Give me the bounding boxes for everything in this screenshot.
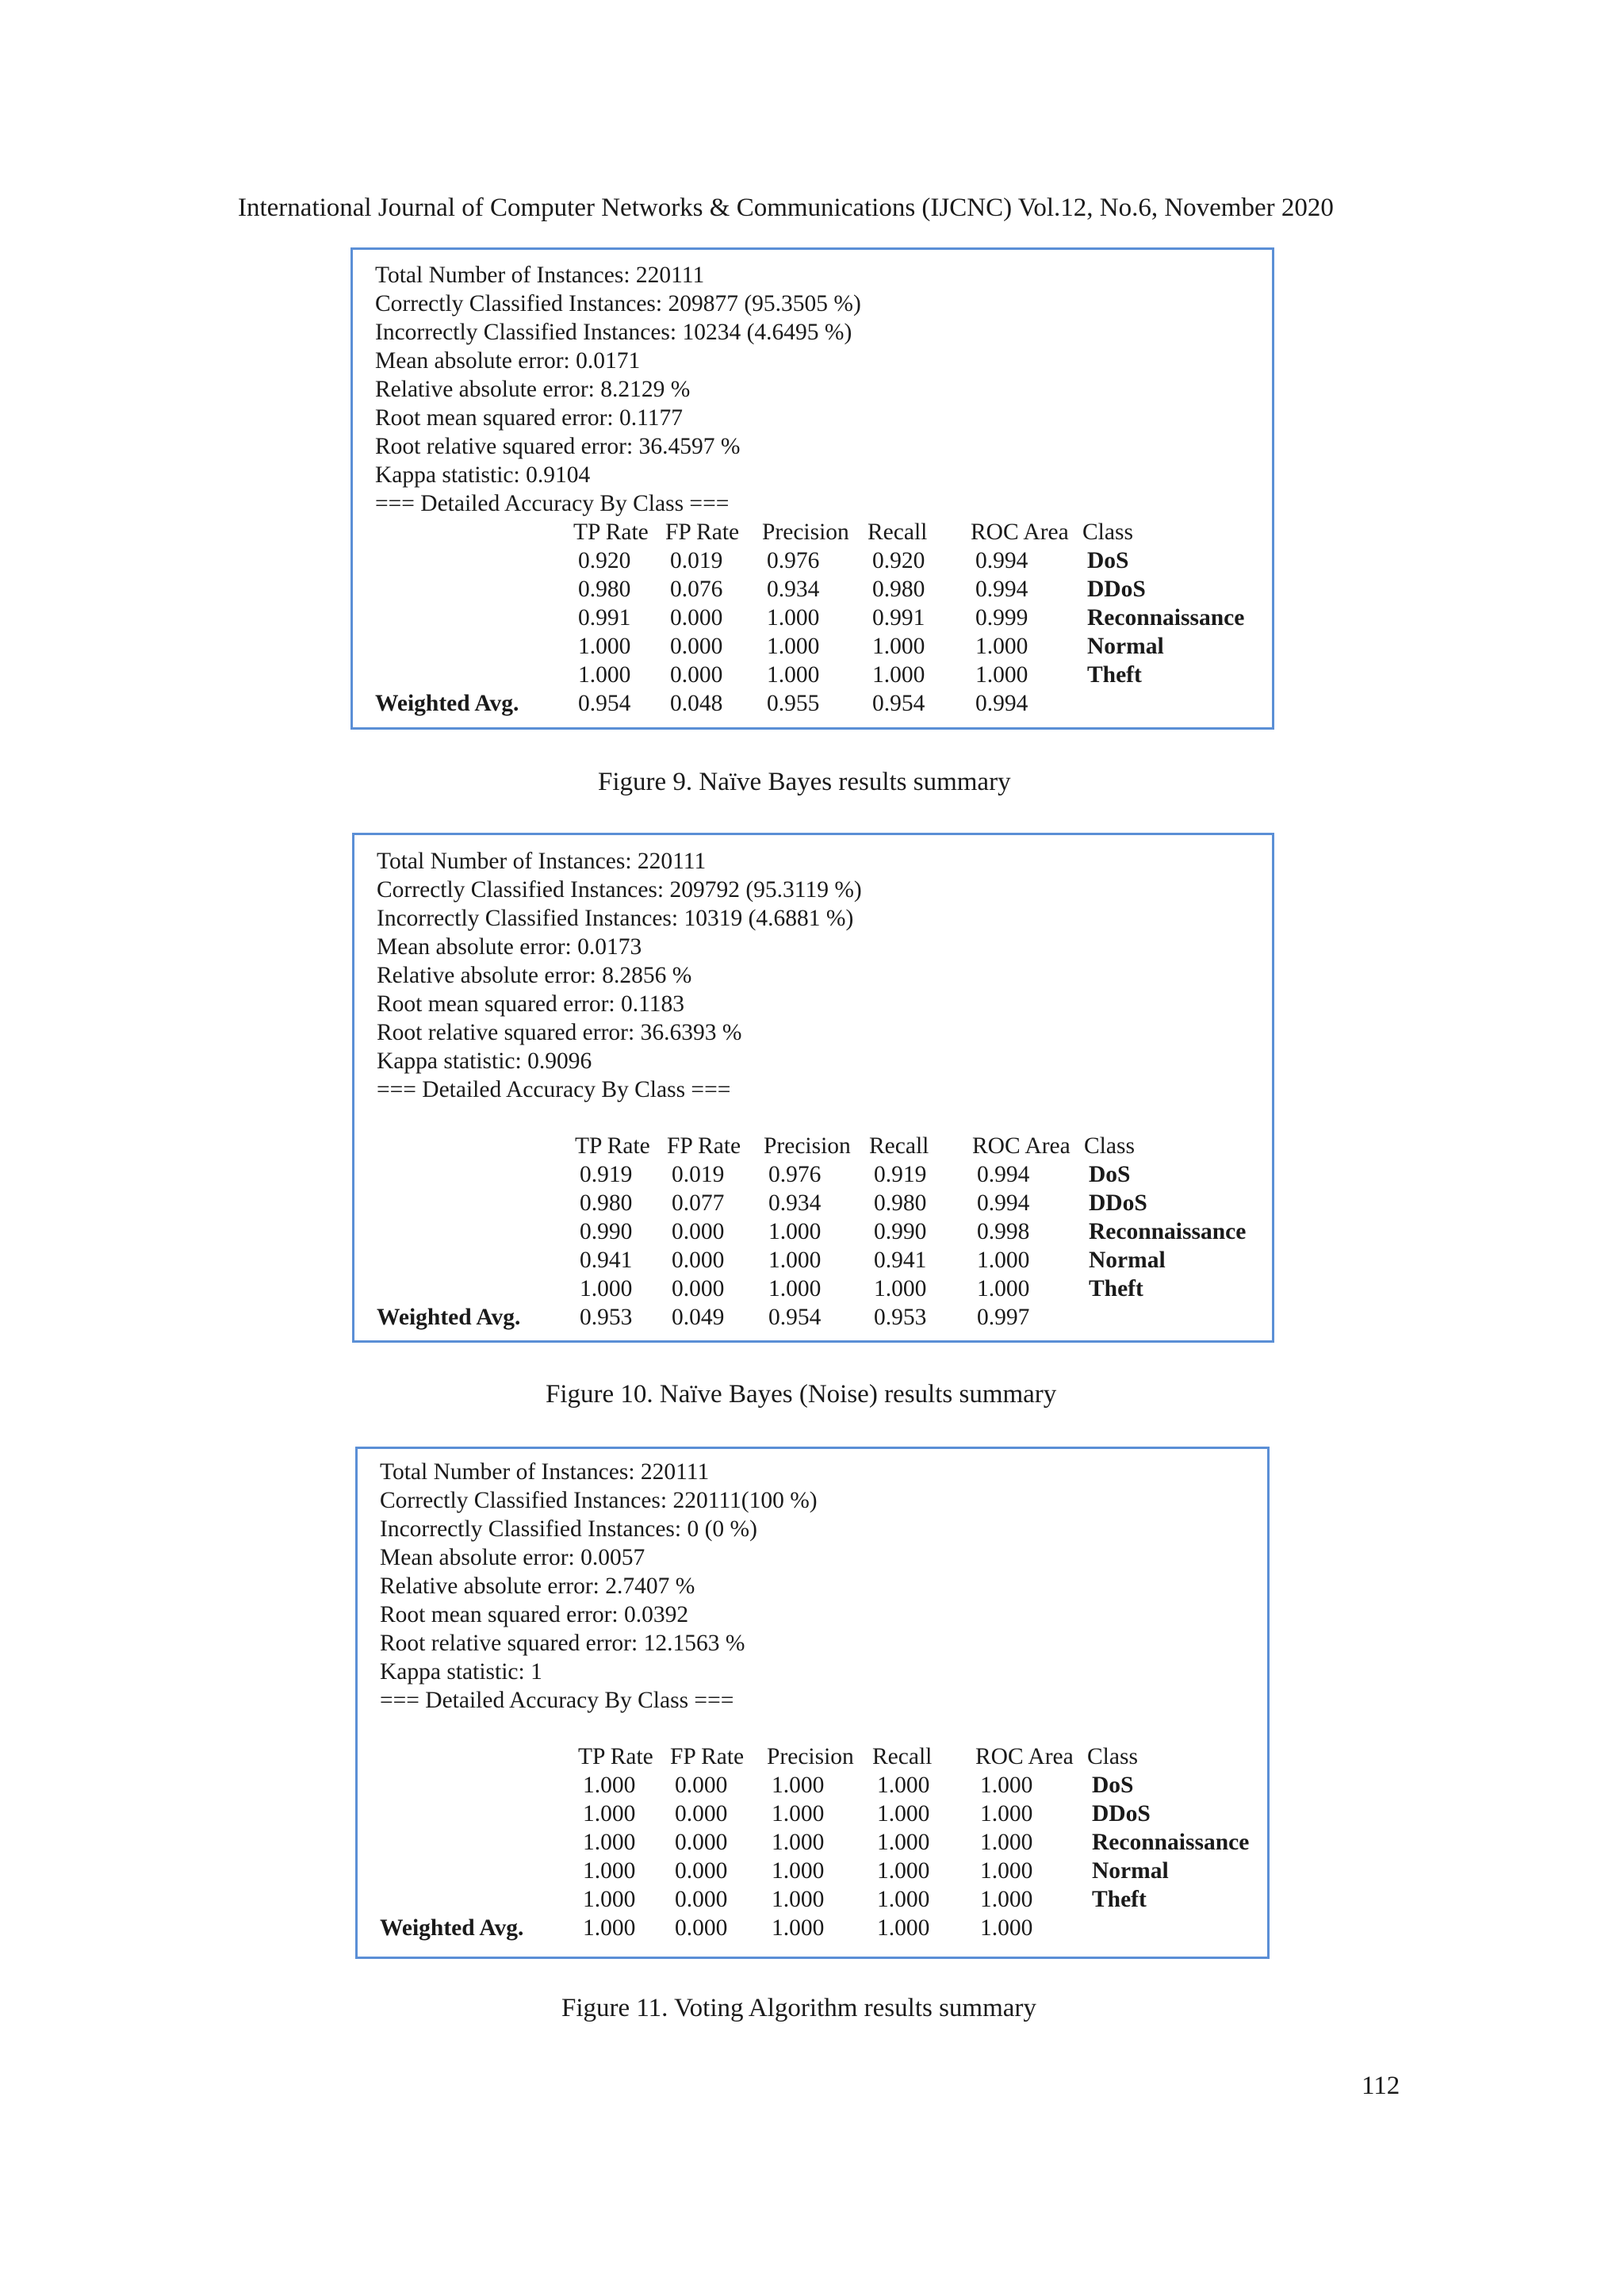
metric-value: 0.994 [975, 577, 1028, 602]
class-label: Theft [1089, 1276, 1143, 1301]
column-header: Class [1084, 1133, 1135, 1159]
stat-line: Relative absolute error: 2.7407 % [380, 1573, 695, 1599]
stat-line: Root mean squared error: 0.0392 [380, 1602, 689, 1627]
metric-value: 1.000 [772, 1773, 825, 1798]
metric-value: 1.000 [877, 1858, 930, 1884]
metric-value: 1.000 [580, 1276, 633, 1301]
metric-value: 0.954 [578, 691, 631, 716]
stat-line: Kappa statistic: 0.9104 [375, 462, 591, 488]
metric-value: 1.000 [583, 1858, 636, 1884]
metric-value: 1.000 [872, 662, 925, 688]
metric-value: 0.934 [767, 577, 820, 602]
stat-line: Relative absolute error: 8.2129 % [375, 377, 691, 402]
column-header: Precision [764, 1133, 851, 1159]
results-panel-figure-10 [352, 833, 1274, 1343]
results-panel-figure-11 [355, 1447, 1270, 1959]
metric-value: 0.000 [670, 662, 723, 688]
section-heading: === Detailed Accuracy By Class === [380, 1688, 734, 1713]
stat-line: Total Number of Instances: 220111 [375, 263, 705, 288]
metric-value: 0.990 [874, 1219, 927, 1244]
metric-value: 1.000 [578, 662, 631, 688]
class-label: Theft [1092, 1887, 1147, 1912]
column-header: FP Rate [667, 1133, 741, 1159]
metric-value: 1.000 [768, 1248, 822, 1273]
metric-value: 1.000 [872, 634, 925, 659]
metric-value: 0.920 [578, 548, 631, 573]
metric-value: 1.000 [767, 605, 820, 631]
column-header: TP Rate [573, 519, 649, 545]
metric-value: 0.980 [580, 1190, 633, 1216]
metric-value: 1.000 [980, 1830, 1033, 1855]
column-header: TP Rate [575, 1133, 650, 1159]
metric-value: 0.976 [768, 1162, 822, 1187]
metric-value: 0.000 [675, 1830, 728, 1855]
column-header: Recall [868, 519, 928, 545]
weighted-avg-label: Weighted Avg. [377, 1305, 521, 1330]
column-header: Recall [872, 1744, 933, 1769]
metric-value: 0.954 [768, 1305, 822, 1330]
metric-value: 1.000 [578, 634, 631, 659]
stat-line: Incorrectly Classified Instances: 10319 (4.6881 %) [377, 906, 854, 931]
metric-value: 0.000 [675, 1801, 728, 1826]
metric-value: 0.000 [675, 1858, 728, 1884]
stat-line: Total Number of Instances: 220111 [380, 1459, 710, 1485]
class-label: Reconnaissance [1092, 1830, 1250, 1855]
metric-value: 0.019 [670, 548, 723, 573]
metric-value: 1.000 [583, 1830, 636, 1855]
column-header: ROC Area [971, 519, 1069, 545]
figure-caption: Figure 9. Naïve Bayes results summary [598, 768, 1011, 796]
metric-value: 0.994 [977, 1162, 1030, 1187]
stat-line: Relative absolute error: 8.2856 % [377, 963, 692, 988]
metric-value: 0.954 [872, 691, 925, 716]
metric-value: 1.000 [772, 1887, 825, 1912]
metric-value: 0.934 [768, 1190, 822, 1216]
stat-line: Mean absolute error: 0.0057 [380, 1545, 645, 1570]
metric-value: 0.991 [872, 605, 925, 631]
metric-value: 0.000 [675, 1915, 728, 1941]
column-header: Precision [762, 519, 849, 545]
class-label: Normal [1087, 634, 1164, 659]
class-label: DDoS [1089, 1190, 1147, 1216]
metric-value: 1.000 [583, 1773, 636, 1798]
stat-line: Root relative squared error: 36.6393 % [377, 1020, 742, 1045]
class-label: Reconnaissance [1087, 605, 1245, 631]
stat-line: Correctly Classified Instances: 209792 (95.3119 %) [377, 877, 862, 903]
metric-value: 0.998 [977, 1219, 1030, 1244]
metric-value: 0.049 [672, 1305, 725, 1330]
stat-line: Root relative squared error: 36.4597 % [375, 434, 741, 459]
metric-value: 0.953 [874, 1305, 927, 1330]
metric-value: 1.000 [583, 1915, 636, 1941]
metric-value: 1.000 [772, 1830, 825, 1855]
metric-value: 0.990 [580, 1219, 633, 1244]
journal-header: International Journal of Computer Networks & Communications (IJCNC) Vol.12, No.6, November 2020 [238, 194, 1334, 222]
class-label: DoS [1087, 548, 1129, 573]
metric-value: 1.000 [877, 1801, 930, 1826]
metric-value: 0.077 [672, 1190, 725, 1216]
column-header: Class [1087, 1744, 1138, 1769]
class-label: DDoS [1092, 1801, 1151, 1826]
weighted-avg-label: Weighted Avg. [375, 691, 519, 716]
metric-value: 0.000 [672, 1248, 725, 1273]
class-label: Reconnaissance [1089, 1219, 1247, 1244]
metric-value: 0.000 [670, 634, 723, 659]
class-label: DDoS [1087, 577, 1146, 602]
stat-line: Mean absolute error: 0.0171 [375, 348, 641, 374]
class-label: Normal [1089, 1248, 1166, 1273]
metric-value: 0.000 [675, 1887, 728, 1912]
metric-value: 1.000 [583, 1801, 636, 1826]
page-number: 112 [1362, 2072, 1400, 2100]
metric-value: 0.980 [578, 577, 631, 602]
column-header: ROC Area [972, 1133, 1071, 1159]
metric-value: 1.000 [980, 1915, 1033, 1941]
stat-line: Total Number of Instances: 220111 [377, 849, 707, 874]
metric-value: 1.000 [767, 634, 820, 659]
results-panel-figure-9 [350, 247, 1274, 730]
metric-value: 1.000 [877, 1773, 930, 1798]
metric-value: 0.994 [975, 548, 1028, 573]
column-header: Class [1082, 519, 1133, 545]
metric-value: 0.000 [670, 605, 723, 631]
section-heading: === Detailed Accuracy By Class === [377, 1077, 731, 1102]
metric-value: 1.000 [980, 1773, 1033, 1798]
section-heading: === Detailed Accuracy By Class === [375, 491, 730, 516]
metric-value: 0.994 [975, 691, 1028, 716]
stat-line: Mean absolute error: 0.0173 [377, 934, 642, 960]
metric-value: 1.000 [768, 1219, 822, 1244]
metric-value: 0.980 [872, 577, 925, 602]
class-label: DoS [1089, 1162, 1131, 1187]
metric-value: 1.000 [874, 1276, 927, 1301]
column-header: ROC Area [975, 1744, 1074, 1769]
metric-value: 1.000 [583, 1887, 636, 1912]
metric-value: 1.000 [975, 634, 1028, 659]
metric-value: 1.000 [977, 1276, 1030, 1301]
metric-value: 0.919 [580, 1162, 633, 1187]
metric-value: 0.019 [672, 1162, 725, 1187]
metric-value: 0.000 [672, 1219, 725, 1244]
metric-value: 0.000 [675, 1773, 728, 1798]
figure-caption: Figure 11. Voting Algorithm results summary [561, 1994, 1036, 2022]
metric-value: 1.000 [772, 1858, 825, 1884]
metric-value: 0.991 [578, 605, 631, 631]
stat-line: Incorrectly Classified Instances: 0 (0 %) [380, 1516, 757, 1542]
metric-value: 0.941 [874, 1248, 927, 1273]
metric-value: 1.000 [768, 1276, 822, 1301]
class-label: DoS [1092, 1773, 1134, 1798]
stat-line: Root mean squared error: 0.1177 [375, 405, 684, 431]
column-header: TP Rate [578, 1744, 653, 1769]
stat-line: Incorrectly Classified Instances: 10234 (4.6495 %) [375, 320, 852, 345]
metric-value: 1.000 [877, 1915, 930, 1941]
column-header: Precision [767, 1744, 854, 1769]
metric-value: 1.000 [977, 1248, 1030, 1273]
class-label: Normal [1092, 1858, 1169, 1884]
metric-value: 0.941 [580, 1248, 633, 1273]
metric-value: 1.000 [772, 1915, 825, 1941]
metric-value: 0.920 [872, 548, 925, 573]
metric-value: 0.976 [767, 548, 820, 573]
metric-value: 0.953 [580, 1305, 633, 1330]
metric-value: 1.000 [980, 1801, 1033, 1826]
metric-value: 0.997 [977, 1305, 1030, 1330]
stat-line: Kappa statistic: 0.9096 [377, 1048, 592, 1074]
figure-caption: Figure 10. Naïve Bayes (Noise) results summary [546, 1380, 1057, 1409]
stat-line: Correctly Classified Instances: 209877 (95.3505 %) [375, 291, 861, 316]
metric-value: 1.000 [980, 1887, 1033, 1912]
metric-value: 1.000 [975, 662, 1028, 688]
metric-value: 1.000 [772, 1801, 825, 1826]
metric-value: 1.000 [877, 1830, 930, 1855]
metric-value: 0.000 [672, 1276, 725, 1301]
metric-value: 0.076 [670, 577, 723, 602]
metric-value: 0.999 [975, 605, 1028, 631]
metric-value: 0.994 [977, 1190, 1030, 1216]
column-header: Recall [869, 1133, 929, 1159]
metric-value: 1.000 [767, 662, 820, 688]
stat-line: Kappa statistic: 1 [380, 1659, 542, 1685]
class-label: Theft [1087, 662, 1142, 688]
weighted-avg-label: Weighted Avg. [380, 1915, 524, 1941]
metric-value: 1.000 [980, 1858, 1033, 1884]
metric-value: 0.955 [767, 691, 820, 716]
metric-value: 0.980 [874, 1190, 927, 1216]
stat-line: Root relative squared error: 12.1563 % [380, 1631, 745, 1656]
stat-line: Correctly Classified Instances: 220111(100 %) [380, 1488, 818, 1513]
metric-value: 0.919 [874, 1162, 927, 1187]
metric-value: 0.048 [670, 691, 723, 716]
metric-value: 1.000 [877, 1887, 930, 1912]
column-header: FP Rate [665, 519, 740, 545]
stat-line: Root mean squared error: 0.1183 [377, 991, 685, 1017]
column-header: FP Rate [670, 1744, 745, 1769]
